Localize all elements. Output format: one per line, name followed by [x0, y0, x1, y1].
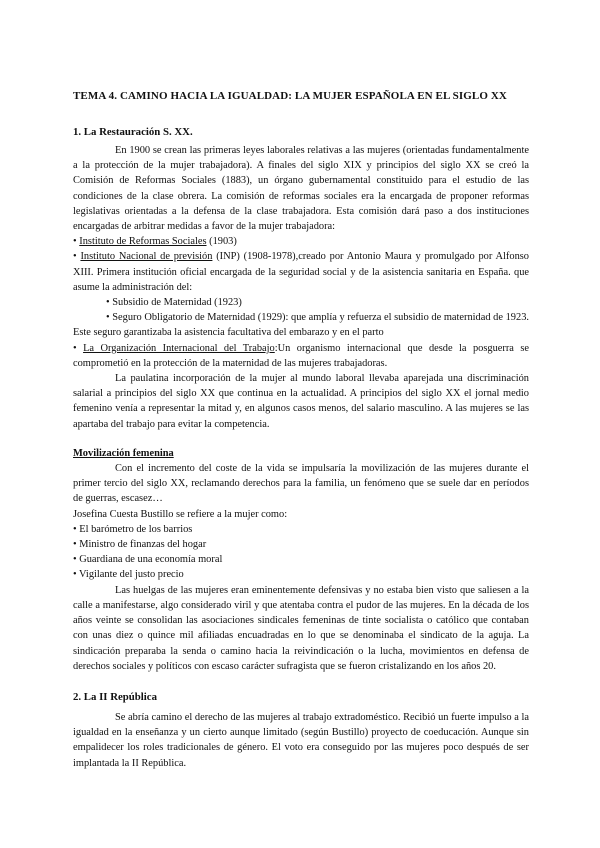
list-item-oit: • La Organización Internacional del Trabajo:Un organismo internacional que desde la posguerra se comprometió en la protección de la maternidad de las mujeres trabajadoras.	[73, 342, 529, 369]
list-item: • Guardiana de una economía moral	[73, 554, 223, 566]
section-heading-restauracion: 1. La Restauración S. XX.	[73, 126, 193, 138]
paragraph-huelgas: Las huelgas de las mujeres eran eminentemente defensivas y no estaba bien visto que saliesen a la calle a manifestarse, algo considerado viril y que atentaba contra el pudor de las mujeres. En la década de los años veinte se consolidan las asociaciones sindicales femeninas de tinte socialista o católico que contaban con unas diez o quince mil afiliadas encuadradas en lo que se denominaba el sindicato de la aguja. La sindicación preparaba la senda o camino hacia la reivindicación o la lucha, movimientos en defensa de derechos sociales y políticos con escaso carácter sufragista que se fueron cristalizando en los años 20.	[73, 584, 529, 672]
document-title: TEMA 4. CAMINO HACIA LA IGUALDAD: LA MUJER ESPAÑOLA EN EL SIGLO XX	[73, 90, 507, 102]
list-item-instituto-prevision: • Instituto Nacional de previsión (INP) (1908-1978),creado por Antonio Maura y promulgado por Alfonso XIII. Primera institución oficial encargada de la seguridad social y de la asistencia sanitaria en España. que asume la administración del:	[73, 251, 529, 293]
list-item-instituto-reformas: • Instituto de Reformas Sociales (1903)	[73, 236, 237, 248]
paragraph-lead: Josefina Cuesta Bustillo se refiere a la mujer como:	[73, 508, 288, 520]
paragraph-republica: Se abría camino el derecho de las mujeres al trabajo extradoméstico. Recibió un fuerte impulso a la igualdad en la enseñanza y un cierto aunque limitado (según Bustillo) proyecto de coeducación. Aunque sin empalidecer los roles tradicionales de género. El voto era conseguido por las mujeres poco después de ser implantada la II República.	[73, 711, 529, 769]
subheading-movilizacion: Movilización femenina	[73, 447, 174, 459]
institution-name: La Organización Internacional del Trabajo	[83, 342, 275, 354]
document-body	[73, 89, 529, 771]
institution-detail: :Un organismo internacional que desde la posguerra se comprometió en la protección de la maternidad de las mujeres trabajadoras.	[73, 342, 529, 369]
paragraph-movilizacion: Con el incremento del coste de la vida se impulsaría la movilización de las mujeres durante el primer tercio del siglo XX, reclamando derechos para la familia, un fenómeno que se suele dar en períodos de guerras, escasez…	[73, 463, 529, 505]
institution-detail: (1903)	[206, 236, 237, 248]
sub-item-seguro: • Seguro Obligatorio de Maternidad (1929): que amplía y refuerza el subsidio de maternidad de 1923. Este seguro garantizaba la asistencia facultativa del embarazo y en el parto	[73, 312, 529, 339]
institution-detail: (INP) (1908-1978),creado por Antonio Maura y promulgado por Alfonso XIII. Primera institución oficial encargada de la seguridad social y de la asistencia sanitaria en España. que asume la administración del:	[73, 251, 529, 293]
list-item: • El barómetro de los barrios	[73, 523, 193, 535]
section-heading-republica: 2. La II República	[73, 690, 157, 703]
institution-name: Instituto Nacional de previsión	[80, 251, 213, 263]
sub-item-subsidio: • Subsidio de Maternidad (1923)	[106, 297, 242, 309]
institution-name: Instituto de Reformas Sociales	[79, 236, 207, 248]
paragraph-salary: La paulatina incorporación de la mujer al mundo laboral llevaba aparejada una discriminación salarial a principios del siglo XX que continua en la actualidad. A principios del siglo XX el jornal medio femenino venía a representar la mitad y, en algunos casos menos, del salario masculino. A las mujeres se las apartaba del trabajo para evitar la competencia.	[73, 373, 529, 430]
paragraph-intro: En 1900 se crean las primeras leyes laborales relativas a las mujeres (orientadas fundamentalmente a la protección de la mujer trabajadora). A finales del siglo XIX y principios del siglo XX se creó la Comisión de Reformas Sociales (1883), un órgano gubernamental constituido para el estudio de las condiciones de la clase obrera. La comisión de reformas sociales era la encargada de proponer reformas legislativas orientadas a la defensa de la clase trabajadora. Esta comisión dará paso a dos instituciones encargadas de arbitrar medidas a favor de la mujer trabajadora:	[73, 145, 529, 233]
list-item: • Ministro de finanzas del hogar	[73, 539, 207, 551]
list-item: • Vigilante del justo precio	[73, 569, 184, 581]
